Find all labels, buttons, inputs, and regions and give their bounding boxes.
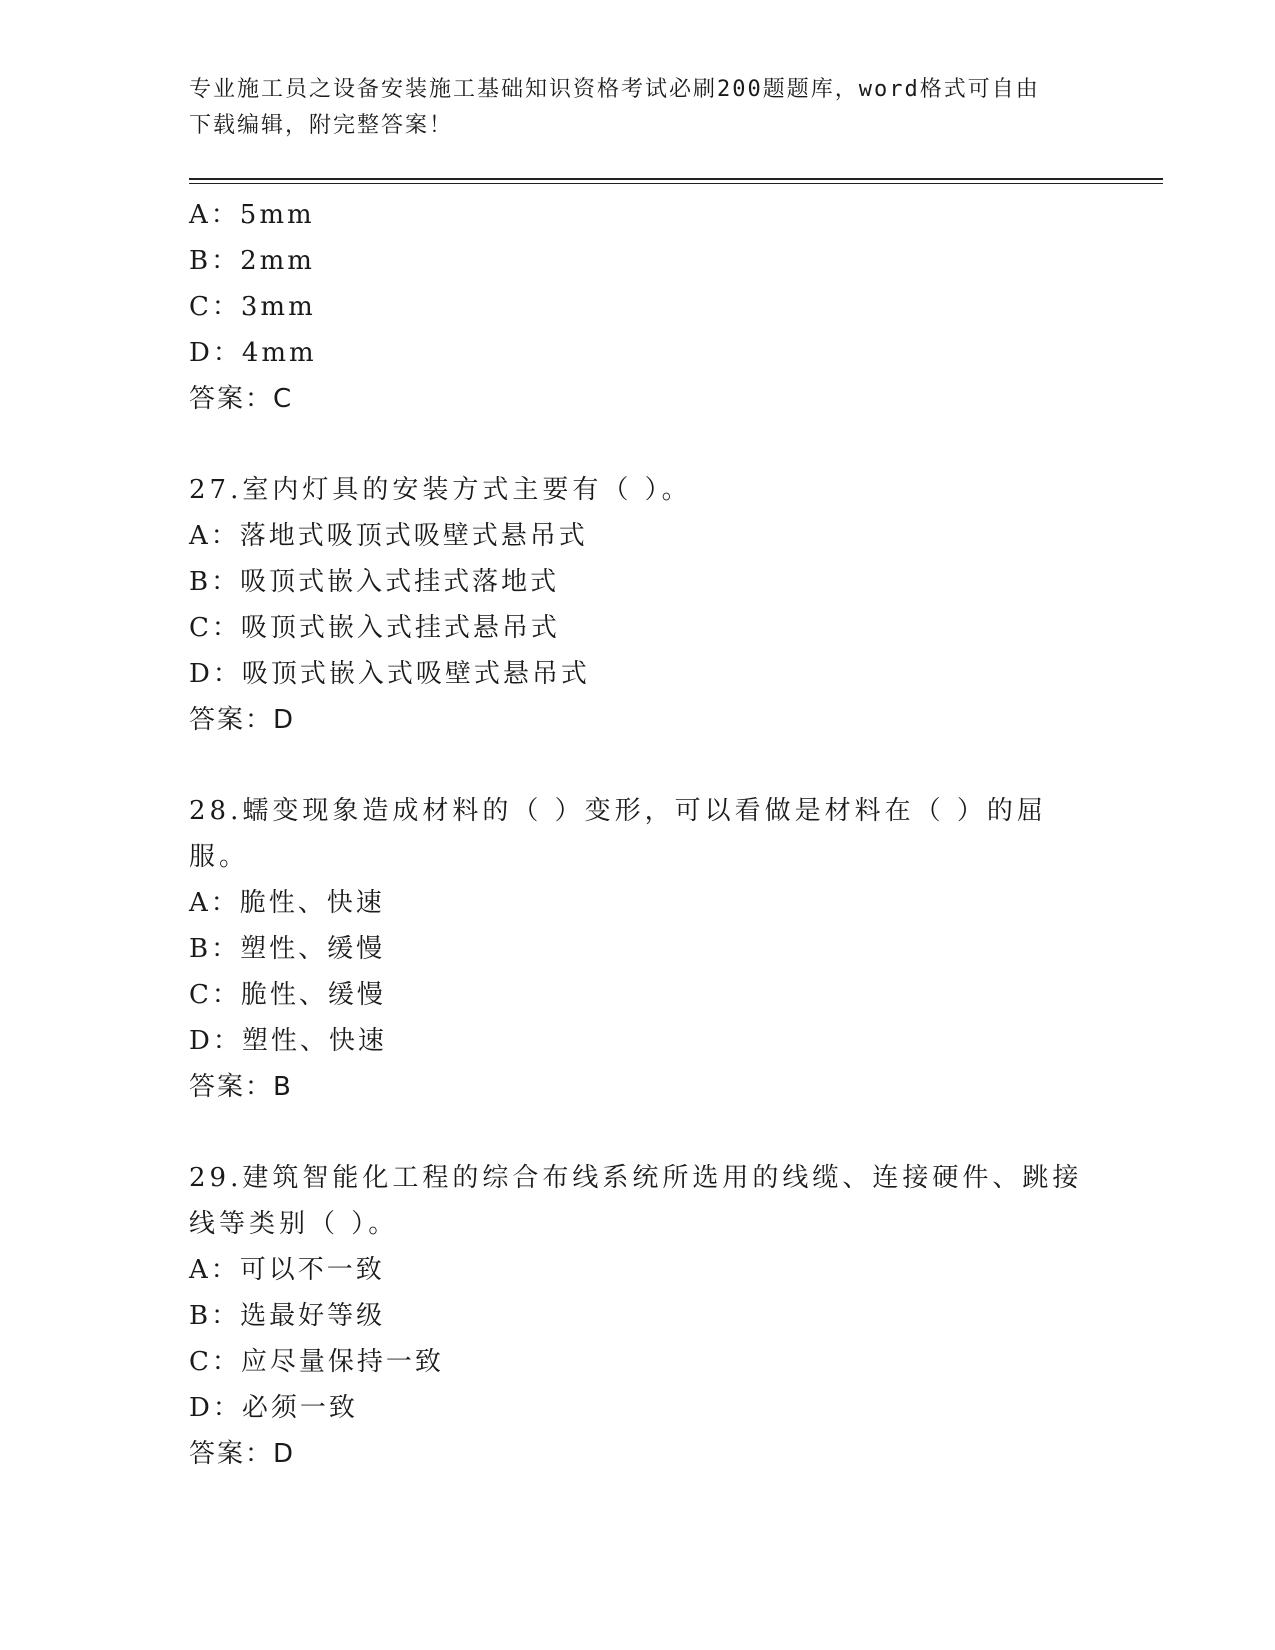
question-stem: 29.建筑智能化工程的综合布线系统所选用的线缆、连接硬件、跳接线等类别（ ）。: [189, 1163, 1083, 1239]
option-c: C：3mm: [189, 292, 316, 322]
option-a: A：5mm: [189, 200, 315, 230]
question-block-27: [189, 467, 1109, 743]
header-divider-thick: [189, 178, 1163, 180]
question-content: [189, 192, 1109, 1477]
option-d: D：4mm: [189, 338, 317, 368]
option-d: D：塑性、快速: [189, 1026, 387, 1056]
question-stem: 27.室内灯具的安装方式主要有（ ）。: [189, 475, 692, 505]
option-d: D：必须一致: [189, 1393, 358, 1423]
header-line-1: 专业施工员之设备安装施工基础知识资格考试必刷200题题库，word格式可自由: [189, 77, 1040, 102]
option-c: C：吸顶式嵌入式挂式悬吊式: [189, 613, 560, 643]
question-block-26-tail: [189, 192, 1109, 422]
header-divider-thin: [189, 183, 1163, 184]
document-header: [189, 72, 1089, 144]
option-a: A：落地式吸顶式吸壁式悬吊式: [189, 521, 588, 551]
question-block-28: [189, 788, 1109, 1110]
answer: 答案：D: [189, 705, 296, 735]
header-line-2: 下载编辑，附完整答案！: [189, 113, 454, 138]
option-b: B：2mm: [189, 246, 315, 276]
question-block-29: [189, 1155, 1109, 1477]
option-c: C：应尽量保持一致: [189, 1347, 444, 1377]
option-a: A：可以不一致: [189, 1255, 385, 1285]
option-d: D：吸顶式嵌入式吸壁式悬吊式: [189, 659, 590, 689]
question-stem: 28.蠕变现象造成材料的（ ）变形，可以看做是材料在（ ）的屈服。: [189, 796, 1047, 872]
option-c: C：脆性、缓慢: [189, 980, 386, 1010]
option-a: A：脆性、快速: [189, 888, 385, 918]
option-b: B：塑性、缓慢: [189, 934, 386, 964]
answer: 答案：B: [189, 1072, 293, 1102]
answer: 答案：D: [189, 1439, 296, 1469]
answer: 答案：C: [189, 384, 294, 414]
option-b: B：选最好等级: [189, 1301, 386, 1331]
option-b: B：吸顶式嵌入式挂式落地式: [189, 567, 560, 597]
